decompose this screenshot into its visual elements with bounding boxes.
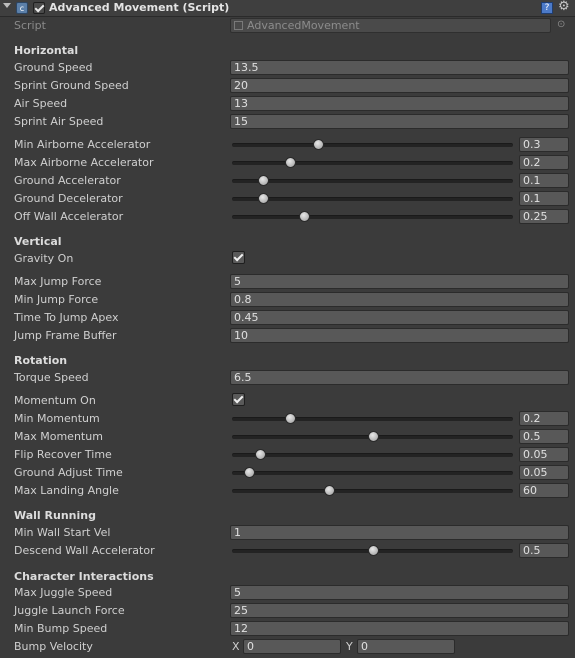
max-landing-angle-field[interactable]: 60 <box>519 483 569 498</box>
max-jump-force-label: Max Jump Force <box>14 275 102 288</box>
slider-thumb[interactable] <box>368 431 379 442</box>
ground-decelerator-slider[interactable] <box>230 191 515 206</box>
slider-thumb[interactable] <box>258 193 269 204</box>
slider-thumb[interactable] <box>313 139 324 150</box>
torque-speed-field[interactable]: 6.5 <box>230 370 569 385</box>
sprint-ground-speed-label: Sprint Ground Speed <box>14 79 129 92</box>
gravity-on-label: Gravity On <box>14 252 74 265</box>
min-airborne-accelerator-field[interactable]: 0.3 <box>519 137 569 152</box>
off-wall-accelerator-field[interactable]: 0.25 <box>519 209 569 224</box>
slider-thumb[interactable] <box>255 449 266 460</box>
slider-thumb[interactable] <box>258 175 269 186</box>
ground-accelerator-slider[interactable] <box>230 173 515 188</box>
time-to-jump-apex-field[interactable]: 0.45 <box>230 310 569 325</box>
slider-thumb[interactable] <box>285 157 296 168</box>
script-label: Script <box>14 19 46 32</box>
max-landing-angle-label: Max Landing Angle <box>14 484 119 497</box>
slider-track[interactable] <box>232 197 513 201</box>
ground-speed-field[interactable]: 13.5 <box>230 60 569 75</box>
descend-wall-accelerator-slider[interactable] <box>230 543 515 558</box>
max-airborne-accelerator-slider[interactable] <box>230 155 515 170</box>
max-airborne-accelerator-field[interactable]: 0.2 <box>519 155 569 170</box>
ground-decelerator-field[interactable]: 0.1 <box>519 191 569 206</box>
slider-track[interactable] <box>232 417 513 421</box>
ground-adjust-time-label: Ground Adjust Time <box>14 466 123 479</box>
slider-track[interactable] <box>232 161 513 165</box>
section-rotation: Rotation <box>14 354 68 367</box>
juggle-launch-force-label: Juggle Launch Force <box>14 604 125 617</box>
section-character-interactions: Character Interactions <box>14 570 154 583</box>
slider-thumb[interactable] <box>324 485 335 496</box>
max-landing-angle-slider[interactable] <box>230 483 515 498</box>
gear-icon[interactable]: ⚙ <box>558 0 570 14</box>
time-to-jump-apex-label: Time To Jump Apex <box>14 311 119 324</box>
section-wall-running: Wall Running <box>14 509 96 522</box>
min-jump-force-label: Min Jump Force <box>14 293 99 306</box>
bump-velocity-label: Bump Velocity <box>14 640 93 653</box>
descend-wall-accelerator-field[interactable]: 0.5 <box>519 543 569 558</box>
slider-track[interactable] <box>232 489 513 493</box>
flip-recover-time-label: Flip Recover Time <box>14 448 112 461</box>
min-momentum-label: Min Momentum <box>14 412 100 425</box>
sprint-ground-speed-field[interactable]: 20 <box>230 78 569 93</box>
ground-adjust-time-slider[interactable] <box>230 465 515 480</box>
off-wall-accelerator-slider[interactable] <box>230 209 515 224</box>
torque-speed-label: Torque Speed <box>14 371 89 384</box>
sprint-air-speed-field[interactable]: 15 <box>230 114 569 129</box>
momentum-on-label: Momentum On <box>14 394 96 407</box>
off-wall-accelerator-label: Off Wall Accelerator <box>14 210 124 223</box>
slider-track[interactable] <box>232 215 513 219</box>
component-title: Advanced Movement (Script) <box>49 1 230 14</box>
slider-thumb[interactable] <box>244 467 255 478</box>
flip-recover-time-slider[interactable] <box>230 447 515 462</box>
jump-frame-buffer-label: Jump Frame Buffer <box>14 329 117 342</box>
bump-velocity-x-label: X <box>232 640 240 653</box>
max-jump-force-field[interactable]: 5 <box>230 274 569 289</box>
min-momentum-field[interactable]: 0.2 <box>519 411 569 426</box>
min-bump-speed-field[interactable]: 12 <box>230 621 569 636</box>
slider-thumb[interactable] <box>285 413 296 424</box>
slider-track[interactable] <box>232 179 513 183</box>
air-speed-field[interactable]: 13 <box>230 96 569 111</box>
momentum-on-checkbox[interactable] <box>232 393 245 406</box>
max-momentum-label: Max Momentum <box>14 430 103 443</box>
descend-wall-accelerator-label: Descend Wall Accelerator <box>14 544 155 557</box>
bump-velocity-y-field[interactable]: 0 <box>357 639 455 654</box>
juggle-launch-force-field[interactable]: 25 <box>230 603 569 618</box>
flip-recover-time-field[interactable]: 0.05 <box>519 447 569 462</box>
min-wall-start-vel-field[interactable]: 1 <box>230 525 569 540</box>
slider-track[interactable] <box>232 471 513 475</box>
ground-speed-label: Ground Speed <box>14 61 93 74</box>
max-momentum-slider[interactable] <box>230 429 515 444</box>
section-vertical: Vertical <box>14 235 62 248</box>
slider-track[interactable] <box>232 453 513 457</box>
section-horizontal: Horizontal <box>14 44 79 57</box>
min-wall-start-vel-label: Min Wall Start Vel <box>14 526 111 539</box>
min-momentum-slider[interactable] <box>230 411 515 426</box>
script-object-value: AdvancedMovement <box>247 19 360 32</box>
ground-accelerator-label: Ground Accelerator <box>14 174 121 187</box>
ground-decelerator-label: Ground Decelerator <box>14 192 123 205</box>
script-object-field[interactable] <box>230 18 551 33</box>
max-airborne-accelerator-label: Max Airborne Accelerator <box>14 156 154 169</box>
air-speed-label: Air Speed <box>14 97 68 110</box>
slider-thumb[interactable] <box>299 211 310 222</box>
slider-thumb[interactable] <box>368 545 379 556</box>
slider-track[interactable] <box>232 143 513 147</box>
max-momentum-field[interactable]: 0.5 <box>519 429 569 444</box>
ground-adjust-time-field[interactable]: 0.05 <box>519 465 569 480</box>
min-airborne-accelerator-label: Min Airborne Accelerator <box>14 138 151 151</box>
foldout-arrow-icon[interactable] <box>3 3 11 8</box>
ground-accelerator-field[interactable]: 0.1 <box>519 173 569 188</box>
min-airborne-accelerator-slider[interactable] <box>230 137 515 152</box>
gravity-on-checkbox[interactable] <box>232 251 245 264</box>
max-juggle-speed-field[interactable]: 5 <box>230 585 569 600</box>
object-picker-icon[interactable]: ⊙ <box>557 19 566 30</box>
min-jump-force-field[interactable]: 0.8 <box>230 292 569 307</box>
bump-velocity-x-field[interactable]: 0 <box>243 639 341 654</box>
script-icon: c <box>16 2 28 14</box>
min-bump-speed-label: Min Bump Speed <box>14 622 108 635</box>
component-enabled-checkbox[interactable] <box>33 2 45 14</box>
jump-frame-buffer-field[interactable]: 10 <box>230 328 569 343</box>
max-juggle-speed-label: Max Juggle Speed <box>14 586 113 599</box>
script-file-icon <box>234 21 243 30</box>
bump-velocity-y-label: Y <box>346 640 353 653</box>
component-header[interactable] <box>0 0 575 17</box>
sprint-air-speed-label: Sprint Air Speed <box>14 115 104 128</box>
help-icon[interactable]: ? <box>541 2 553 14</box>
